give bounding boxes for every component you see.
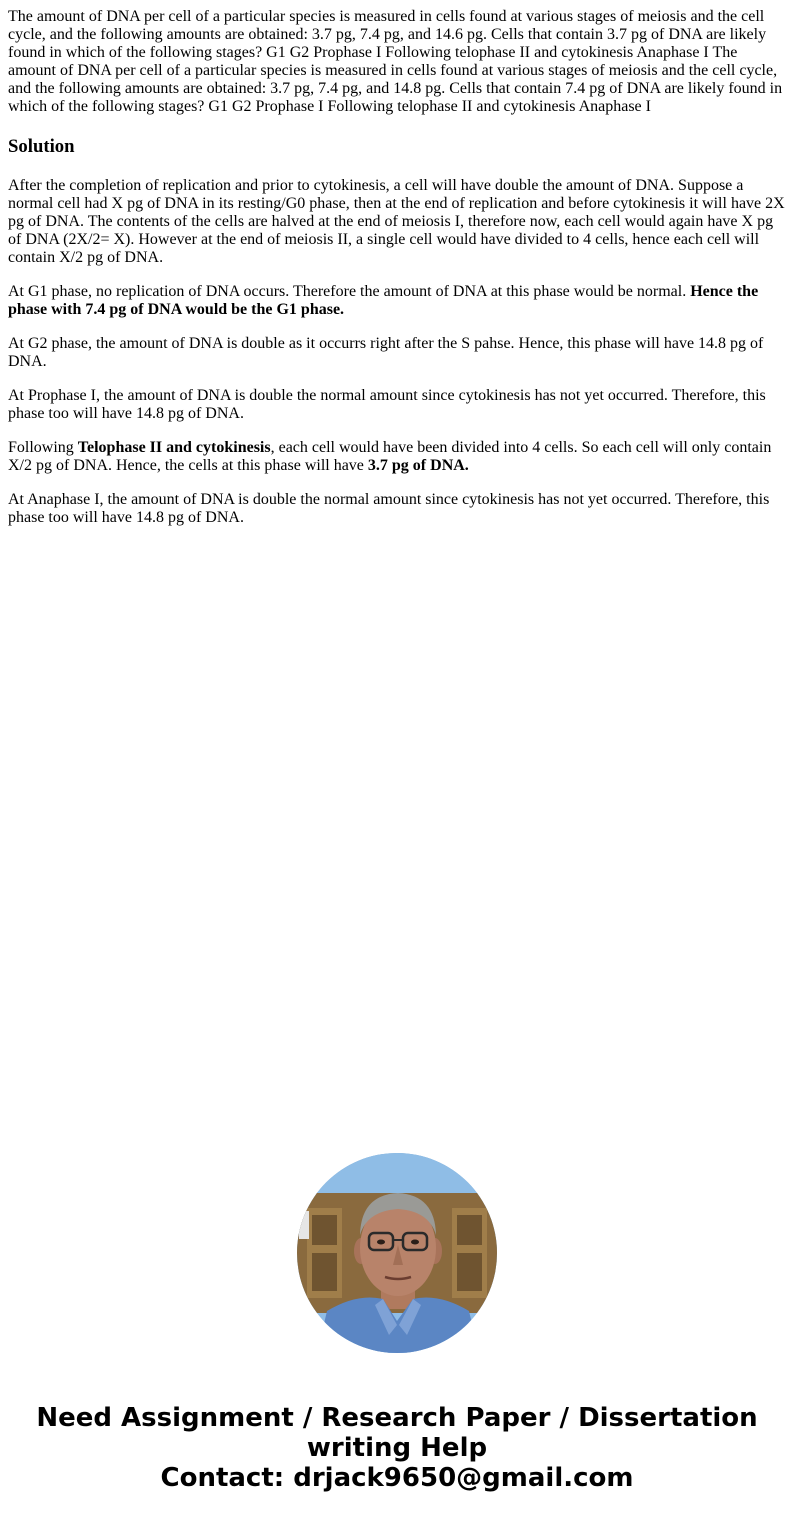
promo-line-1: Need Assignment / Research Paper / Dissertation xyxy=(36,1403,758,1433)
promo-banner xyxy=(0,1403,794,1493)
solution-paragraph-1: After the completion of replication and prior to cytokinesis, a cell will have double the amount of DNA. Suppose a normal cell had X pg of DNA in its resting/G0 phase, then at the end of replication and before cytokinesis it will have 2X pg of DNA. The contents of the cells are halved at the end of meiosis I, therefore now, each cell would again have X pg of DNA (2X/2= X). However at the end of meiosis II, a single cell would have divided to 4 cells, hence each cell will contain X/2 pg of DNA. xyxy=(8,177,785,266)
promo-contact: Contact: drjack9650@gmail.com xyxy=(160,1463,634,1493)
g1-phase-conclusion: Hence the phase with 7.4 pg of DNA would be the G1 phase. xyxy=(8,283,759,318)
solution-paragraph-3: At G2 phase, the amount of DNA is double as it occurrs right after the S pahse. Hence, this phase will have 14.8 pg of DNA. xyxy=(8,335,764,370)
g1-phase-text: At G1 phase, no replication of DNA occurs. Therefore the amount of DNA at this phase would be normal. xyxy=(8,283,691,300)
telophase-intro: Following xyxy=(8,439,78,456)
main-content xyxy=(8,8,786,543)
avatar-portrait xyxy=(297,1153,497,1353)
solution-paragraph-6: At Anaphase I, the amount of DNA is double the normal amount since cytokinesis has not yet occurred. Therefore, this phase too will have 14.8 pg of DNA. xyxy=(8,491,770,526)
solution-heading: Solution xyxy=(8,136,75,157)
telophase-conclusion: 3.7 pg of DNA. xyxy=(367,457,469,474)
question-text: The amount of DNA per cell of a particular species is measured in cells found at various stages of meiosis and the cell cycle, and the following amounts are obtained: 3.7 pg, 7.4 pg, and 14.6 pg. Cells that contain 3.7 pg of DNA are likely found in which of the following stages? G1 G2 Prophase I Following telophase II and cytokinesis Anaphase I The amount of DNA per cell of a particular species is measured in cells found at various stages of meiosis and the cell cycle, and the following amounts are obtained: 3.7 pg, 7.4 pg, and 14.8 pg. Cells that contain 7.4 pg of DNA are likely found in which of the following stages? G1 G2 Prophase I Following telophase II and cytokinesis Anaphase I xyxy=(8,8,783,115)
promo-line-2: writing Help xyxy=(306,1433,488,1463)
solution-paragraph-4: At Prophase I, the amount of DNA is double the normal amount since cytokinesis has not yet occurred. Therefore, this phase too will have 14.8 pg of DNA. xyxy=(8,387,766,422)
telophase-text: , each cell would have been divided into 4 cells. So each cell will only contain X/2 pg of DNA. Hence, the cells at this phase will have xyxy=(8,439,772,474)
telophase-term: Telophase II and cytokinesis xyxy=(77,439,271,456)
avatar xyxy=(297,1153,497,1353)
solution-paragraph-5 xyxy=(8,439,786,475)
solution-paragraph-2 xyxy=(8,283,786,319)
